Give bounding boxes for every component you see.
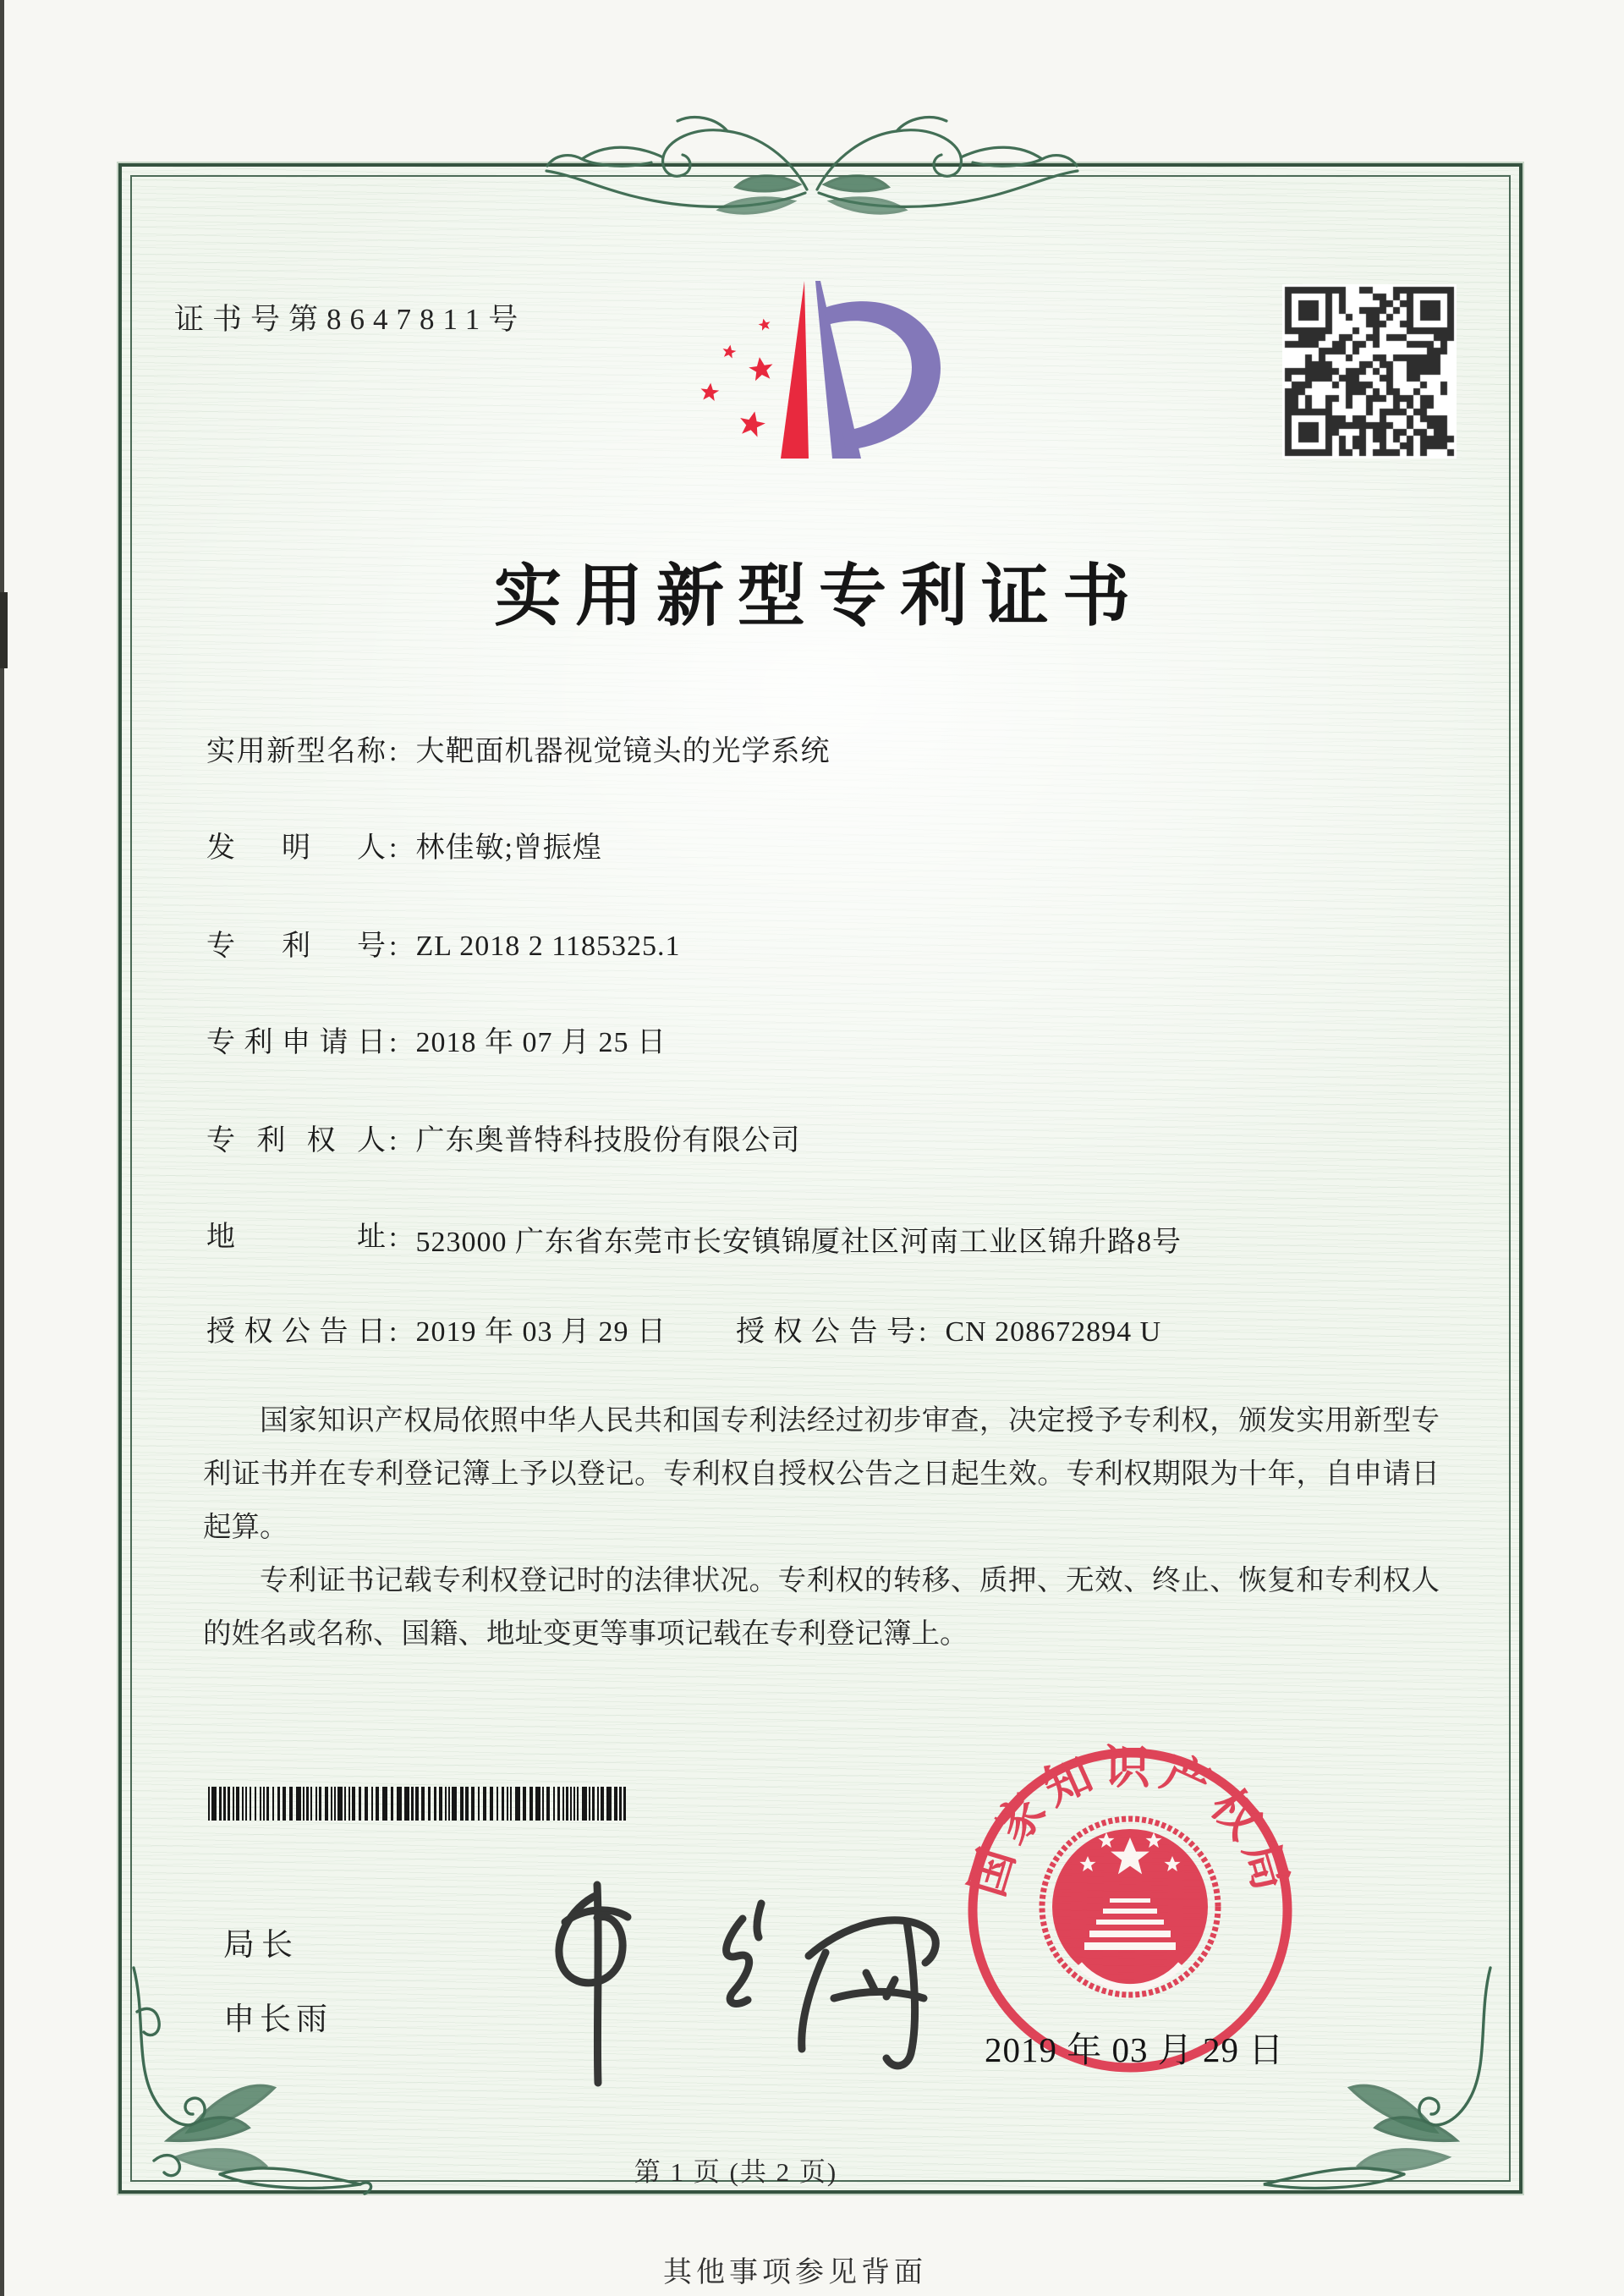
field-label: 授权公告号 [736,1316,915,1348]
field-colon: : [389,832,398,864]
field-colon: : [389,1125,398,1156]
field-row-patent-number [206,929,1458,964]
seal-agency-text: 国家知识产权局 [961,1741,1299,1903]
field-row-patentee [206,1123,1458,1159]
legal-paragraph-1: 国家知识产权局依照中华人民共和国专利法经过初步审查，决定授予专利权，颁发实用新型专利证书并在专利登记簿上予以登记。专利权自授权公告之日起生效。专利权期限为十年，自申请日起算。 [203,1405,1440,1543]
certificate-title: 实用新型专利证书 [494,560,1144,634]
field-label: 专利申请日 [206,1027,386,1058]
field-colon: : [389,1222,398,1253]
seal-date: 2019 年 03 月 29 日 [985,2030,1285,2069]
legal-text-block [203,1394,1440,1661]
signature-handwriting-icon [470,1870,944,2157]
page-number: 第 1 页 (共 2 页) [634,2157,838,2187]
field-value: 2019 年 03 月 29 日 [415,1316,667,1348]
field-row-name [206,734,1458,770]
field-colon: : [919,1316,927,1348]
field-colon: : [389,736,398,767]
field-label: 专利号 [206,931,386,962]
field-label: 实用新型名称 [206,736,386,767]
grant-date-group [206,1316,667,1348]
barcode [208,1787,631,1821]
field-label: 专利权人 [206,1125,386,1156]
legal-paragraph-2: 专利证书记载专利权登记时的法律状况。专利权的转移、质押、无效、终止、恢复和专利权人的姓名或名称、国籍、地址变更等事项记载在专利登记簿上。 [203,1565,1440,1650]
field-label: 地址 [206,1222,386,1253]
field-value: 广东奥普特科技股份有限公司 [415,1125,801,1156]
certificate-number: 证书号第8647811号 [174,303,527,336]
scan-artifact-edge [0,0,4,2296]
commissioner-name: 申长雨 [223,2002,332,2037]
field-row-filing-date [206,1025,1458,1061]
field-value: 523000 广东省东莞市长安镇锦厦社区河南工业区锦升路8号 [415,1227,1182,1258]
field-colon: : [389,931,398,962]
field-label: 发明人 [206,832,386,864]
field-value: 林佳敏;曾振煌 [415,832,602,864]
field-value: ZL 2018 2 1185325.1 [415,931,681,962]
commissioner-title: 局长 [223,1928,299,1963]
field-value: 大靶面机器视觉镜头的光学系统 [415,736,831,767]
field-row-address [206,1220,1458,1265]
cnipa-logo-icon [687,269,949,489]
field-label: 授权公告日 [206,1316,386,1348]
field-row-grant [206,1315,1458,1350]
field-value: CN 208672894 U [945,1316,1162,1348]
field-colon: : [389,1027,398,1058]
grant-number-group [736,1315,1161,1350]
back-side-note: 其他事项参见背面 [663,2257,927,2288]
qr-code [1282,284,1457,459]
field-colon: : [389,1316,398,1348]
field-row-inventor [206,831,1458,866]
field-value: 2018 年 07 月 25 日 [415,1027,667,1058]
